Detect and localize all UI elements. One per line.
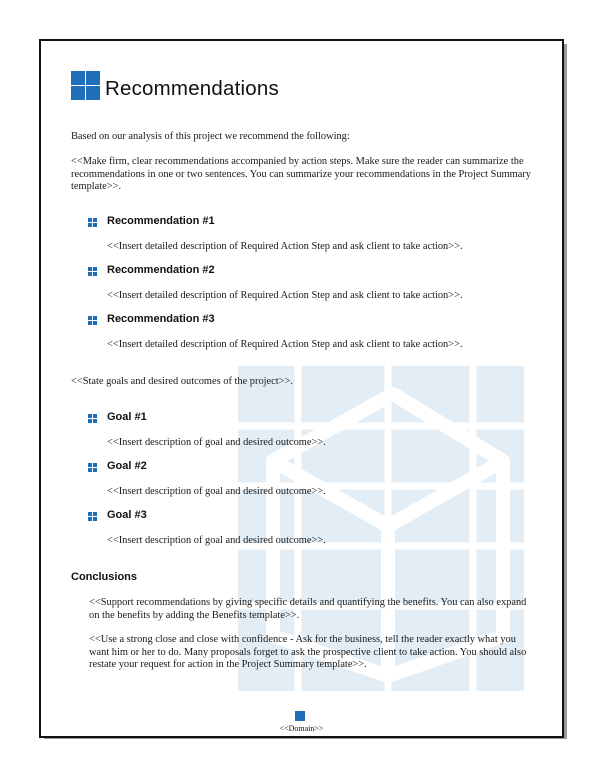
footer-square-icon	[295, 711, 305, 721]
document-page	[39, 39, 564, 738]
bullet-icon	[88, 414, 97, 423]
bullet-icon	[88, 218, 97, 227]
conclusions-heading: Conclusions	[71, 571, 138, 583]
goal-text: <<Insert description of goal and desired outcome>>.	[107, 535, 326, 546]
recommendation-heading: Recommendation #3	[107, 313, 215, 325]
goal-heading: Goal #1	[107, 411, 147, 423]
footer-domain: <<Domain>>	[279, 724, 324, 733]
conclusion-paragraph: <<Support recommendations by giving specific details and quantifying the benefits. You can also expand on the benefits by adding the Benefits template>>.	[89, 597, 527, 621]
bullet-icon	[88, 463, 97, 472]
bullet-icon	[88, 512, 97, 521]
recommendation-heading: Recommendation #2	[107, 264, 215, 276]
goal-heading: Goal #3	[107, 509, 147, 521]
recommendation-text: <<Insert detailed description of Required Action Step and ask client to take action>>.	[107, 290, 463, 301]
recommendation-text: <<Insert detailed description of Required Action Step and ask client to take action>>.	[107, 339, 463, 350]
instruction-text: <<Make firm, clear recommendations accompanied by action steps. Make sure the reader can summarize the recommendations in one or two sentences. You can summarize your recommendations in the Project Summary template>>.	[71, 156, 531, 193]
recommendation-heading: Recommendation #1	[107, 215, 215, 227]
logo-grid-icon	[71, 71, 100, 100]
goal-text: <<Insert description of goal and desired outcome>>.	[107, 437, 326, 448]
intro-text: Based on our analysis of this project we recommend the following:	[71, 131, 350, 142]
conclusion-paragraph: <<Use a strong close and close with confidence - Ask for the business, tell the reader exactly what you want him or her to do. Many proposals forget to ask the prospective client to take action. You should also restate your request for action in the Project Summary template>>.	[89, 634, 527, 671]
page-title: Recommendations	[105, 77, 279, 100]
bullet-icon	[88, 267, 97, 276]
goals-intro-text: <<State goals and desired outcomes of the project>>.	[71, 376, 293, 387]
bullet-icon	[88, 316, 97, 325]
goal-text: <<Insert description of goal and desired outcome>>.	[107, 486, 326, 497]
goal-heading: Goal #2	[107, 460, 147, 472]
recommendation-text: <<Insert detailed description of Required Action Step and ask client to take action>>.	[107, 241, 463, 252]
